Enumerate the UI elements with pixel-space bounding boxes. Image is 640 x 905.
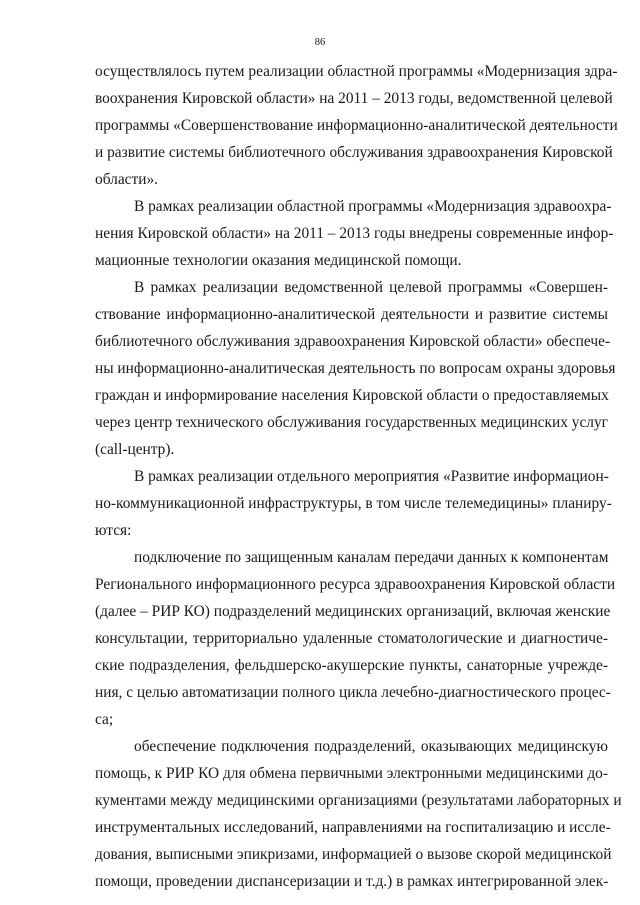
text-line: са;	[95, 711, 114, 728]
text-line: (далее – РИР КО) подразделений медицинских организаций, включая женские	[95, 603, 611, 620]
text-line: через центр технического обслуживания государственных медицинских услуг	[95, 414, 608, 431]
text-line: (call-центр).	[95, 441, 175, 458]
text-line: ские подразделения, фельдшерско-акушерские пункты, санаторные учрежде-	[95, 657, 608, 674]
text-line: и развитие системы библиотечного обслуживания здравоохранения Кировской	[95, 144, 613, 161]
text-line: ствование информационно-аналитической деятельности и развитие системы	[95, 306, 608, 323]
page-number: 86	[314, 37, 326, 48]
text-line: Регионального информационного ресурса здравоохранения Кировской области	[95, 576, 616, 593]
text-line: воохранения Кировской области» на 2011 – 2013 годы, ведомственной целевой	[95, 90, 613, 107]
text-line: программы «Совершенствование информационно-аналитической деятельности	[95, 117, 618, 134]
text-line: осуществлялось путем реализации областной программы «Модернизация здра-	[95, 63, 618, 80]
text-line: В рамках реализации областной программы «Модернизация здравоохра-	[134, 198, 612, 215]
text-line: помощь, к РИР КО для обмена первичными электронными медицинскими до-	[95, 765, 608, 782]
text-line: библиотечного обслуживания здравоохранения Кировской области» обеспече-	[95, 333, 611, 350]
text-line: инструментальных исследований, направлениями на госпитализацию и иссле-	[95, 819, 611, 836]
text-line: кументами между медицинскими организациями (результатами лабораторных и	[95, 792, 622, 809]
text-line: нения Кировской области» на 2011 – 2013 годы внедрены современные инфор-	[95, 225, 614, 242]
text-line: граждан и информирование населения Кировской области о предоставляемых	[95, 387, 609, 404]
text-line: области».	[95, 171, 158, 188]
text-line: В рамках реализации ведомственной целевой программы «Совершен-	[134, 279, 608, 296]
text-line: ния, с целью автоматизации полного цикла лечебно-диагностического процес-	[95, 684, 611, 701]
text-line: помощи, проведении диспансеризации и т.д.) в рамках интегрированной элек-	[95, 873, 609, 890]
text-line: дования, выписными эпикризами, информацией о вызове скорой медицинской	[95, 846, 612, 863]
text-line: подключение по защищенным каналам передачи данных к компонентам	[134, 549, 609, 566]
text-line: но-коммуникационной инфраструктуры, в том числе телемедицины» планиру-	[95, 495, 612, 512]
text-line: В рамках реализации отдельного мероприятия «Развитие информацион-	[134, 468, 609, 485]
text-line: мационные технологии оказания медицинской помощи.	[95, 252, 462, 269]
text-line: ны информационно-аналитическая деятельность по вопросам охраны здоровья	[95, 360, 616, 377]
text-line: обеспечение подключения подразделений, оказывающих медицинскую	[134, 738, 608, 755]
text-line: консультации, территориально удаленные стоматологические и диагностиче-	[95, 630, 608, 647]
text-line: ются:	[95, 522, 132, 539]
